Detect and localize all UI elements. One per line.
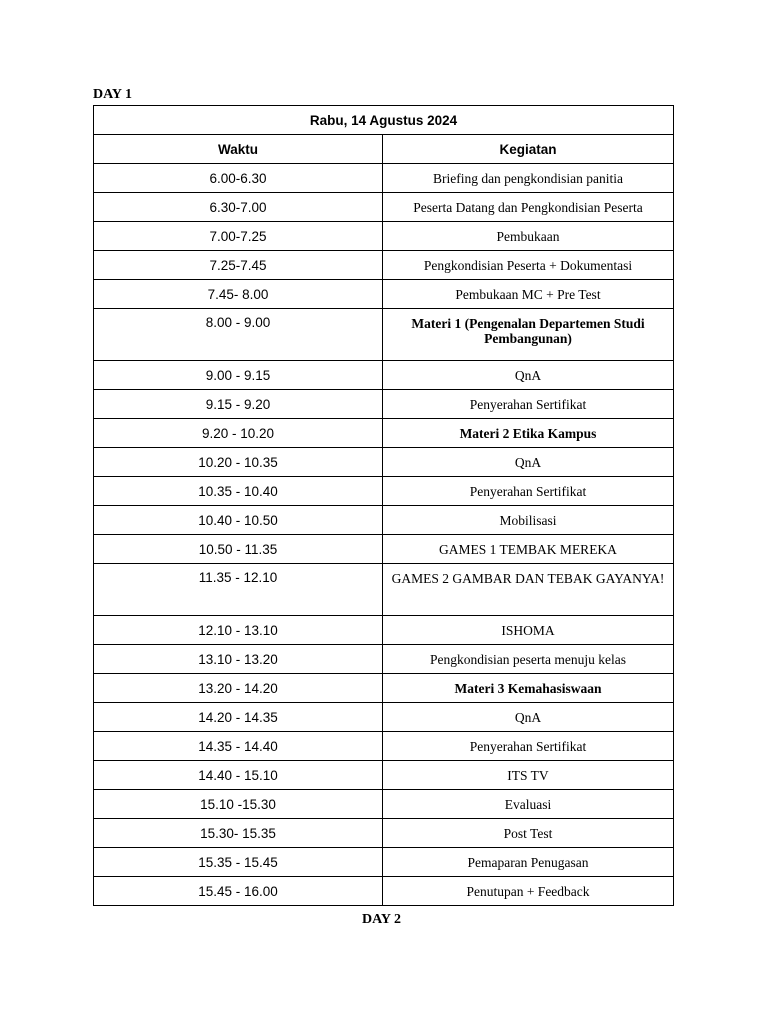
time-cell: 6.00-6.30 <box>94 164 383 193</box>
time-cell: 7.00-7.25 <box>94 222 383 251</box>
time-cell: 10.50 - 11.35 <box>94 535 383 564</box>
activity-cell: Pembukaan <box>383 222 674 251</box>
table-row <box>94 419 674 448</box>
activity-cell: Mobilisasi <box>383 506 674 535</box>
time-cell: 14.35 - 14.40 <box>94 732 383 761</box>
activity-cell: Evaluasi <box>383 790 674 819</box>
table-row <box>94 761 674 790</box>
header-row <box>94 135 674 164</box>
activity-cell: QnA <box>383 361 674 390</box>
activity-cell: Penyerahan Sertifikat <box>383 390 674 419</box>
table-row <box>94 390 674 419</box>
time-cell: 10.40 - 10.50 <box>94 506 383 535</box>
time-cell: 15.45 - 16.00 <box>94 877 383 906</box>
table-row <box>94 535 674 564</box>
activity-cell: QnA <box>383 703 674 732</box>
day-2-heading: DAY 2 <box>362 912 402 927</box>
time-cell: 13.20 - 14.20 <box>94 674 383 703</box>
time-cell: 7.25-7.45 <box>94 251 383 280</box>
activity-cell: Penyerahan Sertifikat <box>383 477 674 506</box>
table-row <box>94 732 674 761</box>
time-cell: 10.35 - 10.40 <box>94 477 383 506</box>
table-row <box>94 674 674 703</box>
time-cell: 15.30- 15.35 <box>94 819 383 848</box>
time-cell: 10.20 - 10.35 <box>94 448 383 477</box>
activity-cell: Briefing dan pengkondisian panitia <box>383 164 674 193</box>
table-row <box>94 251 674 280</box>
time-cell: 14.40 - 15.10 <box>94 761 383 790</box>
time-cell: 9.00 - 9.15 <box>94 361 383 390</box>
time-cell: 13.10 - 13.20 <box>94 645 383 674</box>
time-cell: 9.15 - 9.20 <box>94 390 383 419</box>
activity-cell: Materi 1 (Pengenalan Departemen Studi Pembangunan) <box>383 309 674 361</box>
time-cell: 6.30-7.00 <box>94 193 383 222</box>
time-cell: 15.35 - 15.45 <box>94 848 383 877</box>
time-cell: 11.35 - 12.10 <box>94 564 383 616</box>
table-row <box>94 877 674 906</box>
activity-cell: GAMES 2 GAMBAR DAN TEBAK GAYANYA! <box>383 564 674 616</box>
activity-cell: ISHOMA <box>383 616 674 645</box>
activity-cell: Materi 3 Kemahasiswaan <box>383 674 674 703</box>
table-row <box>94 448 674 477</box>
time-cell: 9.20 - 10.20 <box>94 419 383 448</box>
table-row <box>94 645 674 674</box>
time-cell: 14.20 - 14.35 <box>94 703 383 732</box>
activity-cell: Penutupan + Feedback <box>383 877 674 906</box>
table-row <box>94 477 674 506</box>
time-cell: 15.10 -15.30 <box>94 790 383 819</box>
activity-cell: Peserta Datang dan Pengkondisian Peserta <box>383 193 674 222</box>
date-cell: Rabu, 14 Agustus 2024 <box>94 106 674 135</box>
time-cell: 7.45- 8.00 <box>94 280 383 309</box>
table-row <box>94 790 674 819</box>
activity-cell: Pengkondisian Peserta + Dokumentasi <box>383 251 674 280</box>
day-1-heading: DAY 1 <box>93 87 133 102</box>
table-row <box>94 280 674 309</box>
activity-cell: Materi 2 Etika Kampus <box>383 419 674 448</box>
column-header-time: Waktu <box>94 135 383 164</box>
table-row <box>94 819 674 848</box>
table-row <box>94 616 674 645</box>
activity-cell: QnA <box>383 448 674 477</box>
table-row <box>94 703 674 732</box>
activity-cell: Penyerahan Sertifikat <box>383 732 674 761</box>
table-row <box>94 222 674 251</box>
activity-cell: Pembukaan MC + Pre Test <box>383 280 674 309</box>
time-cell: 8.00 - 9.00 <box>94 309 383 361</box>
schedule-table <box>93 105 674 906</box>
table-row <box>94 309 674 361</box>
date-row <box>94 106 674 135</box>
activity-cell: ITS TV <box>383 761 674 790</box>
table-row <box>94 361 674 390</box>
column-header-activity: Kegiatan <box>383 135 674 164</box>
table-row <box>94 848 674 877</box>
table-row <box>94 193 674 222</box>
table-row <box>94 564 674 616</box>
activity-cell: GAMES 1 TEMBAK MEREKA <box>383 535 674 564</box>
activity-cell: Pemaparan Penugasan <box>383 848 674 877</box>
activity-cell: Pengkondisian peserta menuju kelas <box>383 645 674 674</box>
time-cell: 12.10 - 13.10 <box>94 616 383 645</box>
table-row <box>94 164 674 193</box>
activity-cell: Post Test <box>383 819 674 848</box>
table-row <box>94 506 674 535</box>
